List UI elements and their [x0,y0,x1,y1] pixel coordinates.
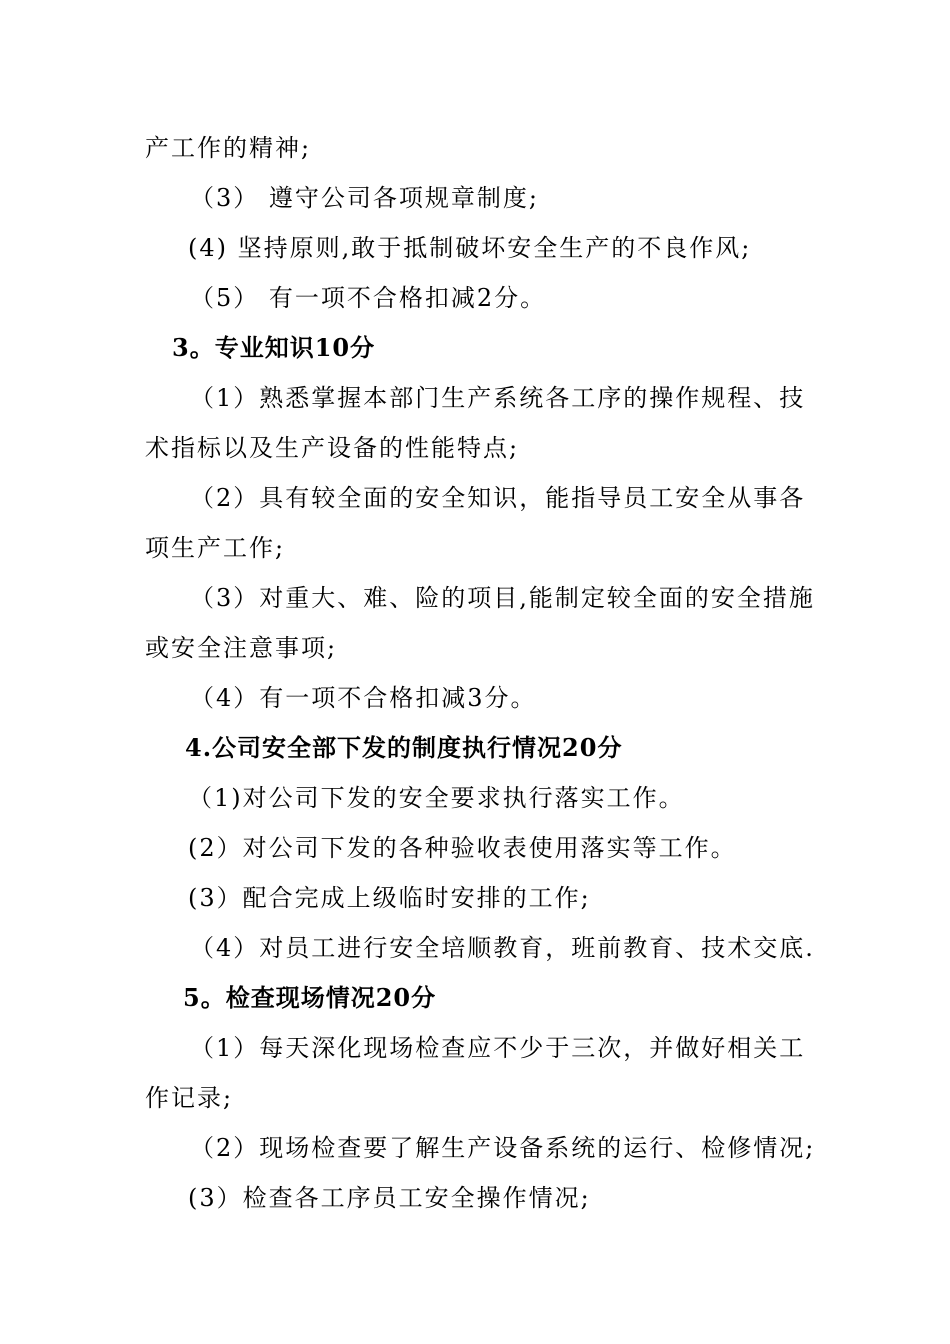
list-item-3d: (3）检查各工序员工安全操作情况; [188,1184,591,1212]
section-heading-5: 5。检查现场情况20分 [183,983,437,1012]
list-item-5: （5） 有一项不合格扣减2分。 [190,284,547,312]
list-item-1-continuation: 术指标以及生产设备的性能特点; [145,434,520,462]
list-item-4b: （4）有一项不合格扣减3分。 [190,684,537,712]
list-item-3b-continuation: 或安全注意事项; [145,634,338,662]
list-item-1d: （1）每天深化现场检查应不少于三次，并做好相关工 [190,1034,806,1062]
list-item-2d: （2）现场检查要了解生产设备系统的运行、检修情况; [190,1134,816,1162]
list-item-1: （1）熟悉掌握本部门生产系统各工序的操作规程、技 [190,384,806,412]
list-item-3: （3） 遵守公司各项规章制度; [190,184,539,212]
list-item-4: (4) 坚持原则,敢于抵制破坏安全生产的不良作风; [188,234,752,262]
list-item-3c: (3）配合完成上级临时安排的工作; [188,884,591,912]
list-item-1c: （1)对公司下发的安全要求执行落实工作。 [188,784,685,812]
section-heading-3: 3。专业知识10分 [172,333,376,362]
list-item-2-continuation: 项生产工作; [145,534,286,562]
section-heading-4: 4.公司安全部下发的制度执行情况20分 [185,733,623,762]
list-item-4c: （4）对员工进行安全培顺教育，班前教育、技术交底. [190,934,815,962]
list-item-1d-continuation: 作记录; [145,1084,234,1112]
list-item-2c: (2）对公司下发的各种验收表使用落实等工作。 [188,834,737,862]
list-item-2: （2）具有较全面的安全知识，能指导员工安全从事各 [190,484,806,512]
list-item-3b: （3）对重大、难、险的项目,能制定较全面的安全措施 [190,584,815,612]
text-line-1: 产工作的精神; [145,134,312,162]
